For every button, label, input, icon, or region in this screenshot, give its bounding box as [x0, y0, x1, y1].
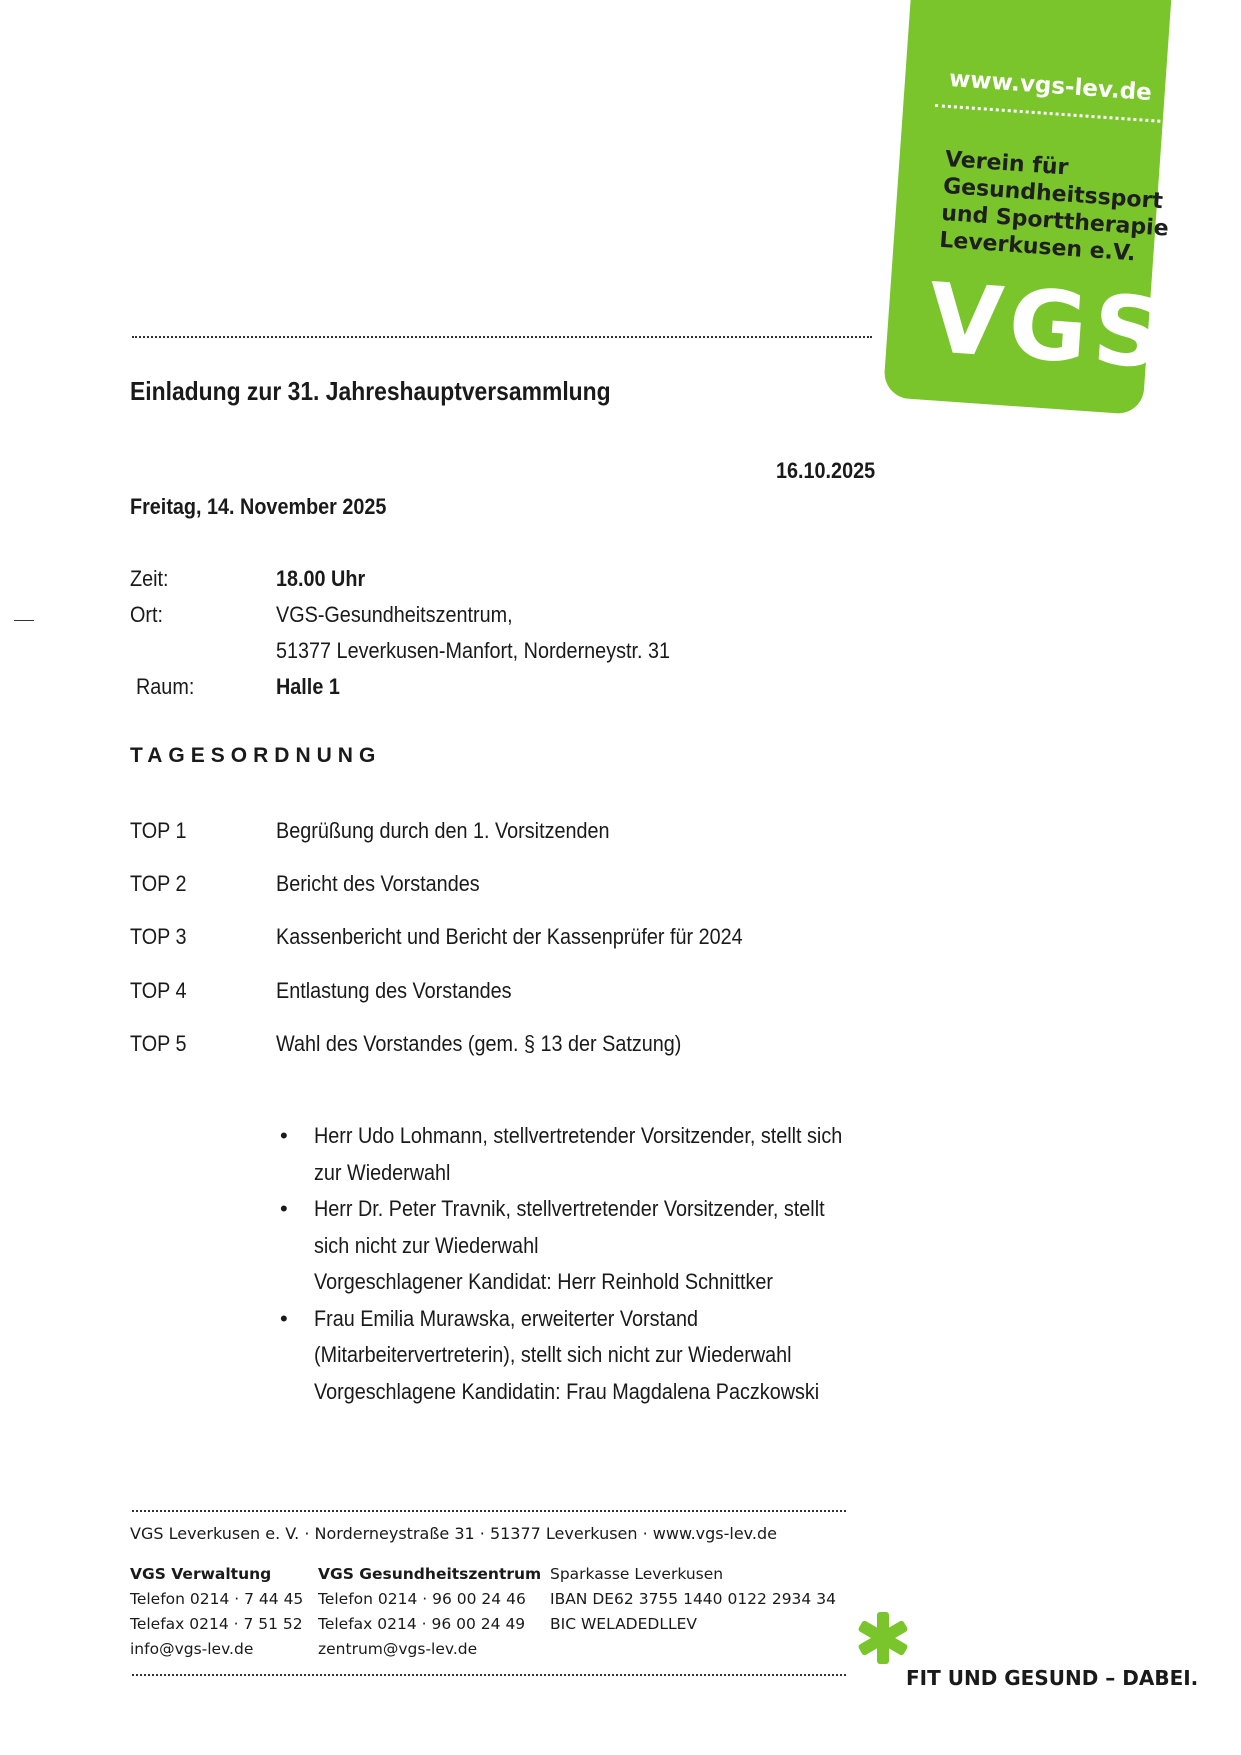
bullet-icon: • [280, 1305, 288, 1331]
footer-bank-name: Sparkasse Leverkusen [550, 1565, 724, 1583]
letter-date: 16.10.2025 [775, 458, 875, 483]
footer-col-bank [550, 1562, 836, 1637]
time-label: Zeit: [130, 566, 169, 591]
list-item [280, 1301, 880, 1411]
agenda-text: Bericht des Vorstandes [276, 871, 480, 896]
header-divider [132, 336, 872, 338]
agenda-heading: TAGESORDNUNG [130, 744, 382, 767]
footer-slogan: FIT UND GESUND – DABEI. [906, 1666, 1199, 1690]
bullet-icon: • [280, 1196, 288, 1221]
place-label: Ort: [130, 602, 164, 627]
footer-phone: Telefon 0214 · 7 44 45 [130, 1590, 304, 1608]
list-item [280, 1191, 880, 1301]
footer-fax: Telefax 0214 · 96 00 24 49 [318, 1615, 526, 1633]
footer-fax: Telefax 0214 · 7 51 52 [130, 1615, 303, 1633]
footer-col-health-center [318, 1562, 541, 1662]
footer-address: VGS Leverkusen e. V. · Norderneystraße 31 · 51377 Leverkusen · www.vgs-lev.de [130, 1524, 777, 1543]
logo-wordmark: VGS [924, 262, 1173, 391]
place-line-2: 51377 Leverkusen-Manfort, Norderneystr. 31 [276, 638, 671, 663]
asterisk-icon [856, 1610, 910, 1666]
candidate-list [280, 1118, 880, 1410]
candidate-text: Herr Dr. Peter Travnik, stellvertretender Vorsitzender, stellt sich nicht zur Wiederwahl Vorgeschlagener Kandidat: Herr Reinhold Schnittker [314, 1196, 825, 1294]
footer-col-title: VGS Gesundheitszentrum [318, 1565, 542, 1583]
candidate-text: Herr Udo Lohmann, stellvertretender Vorsitzender, stellt sich zur Wiederwahl [314, 1123, 843, 1185]
bullet-icon: • [280, 1123, 288, 1148]
footer-email[interactable]: zentrum@vgs-lev.de [318, 1640, 478, 1658]
agenda-num: TOP 3 [130, 924, 187, 949]
agenda-text: Entlastung des Vorstandes [276, 978, 512, 1003]
meeting-day: Freitag, 14. November 2025 [130, 494, 387, 519]
footer-iban: IBAN DE62 3755 1440 0122 2934 34 [550, 1590, 836, 1608]
place-line-1: VGS-Gesundheitszentrum, [276, 602, 513, 627]
list-item [280, 1118, 880, 1191]
footer-bic: BIC WELADEDLLEV [550, 1615, 698, 1633]
agenda-num: TOP 2 [130, 871, 187, 896]
agenda-text: Wahl des Vorstandes (gem. § 13 der Satzung) [276, 1031, 682, 1056]
agenda-num: TOP 4 [130, 978, 187, 1003]
agenda-num: TOP 5 [130, 1031, 187, 1056]
time-value: 18.00 Uhr [276, 566, 366, 591]
footer-divider-top [132, 1510, 846, 1512]
footer-divider-bottom [132, 1674, 846, 1676]
candidate-text: Frau Emilia Murawska, erweiterter Vorstand (Mitarbeitervertreterin), stellt sich nicht zur Wiederwahl Vorgeschlagene Kandidatin: Frau Magdalena Paczkowski [314, 1305, 820, 1404]
footer-col-title: VGS Verwaltung [130, 1565, 272, 1583]
footer-col-administration [130, 1562, 303, 1662]
fold-mark [14, 620, 34, 621]
footer-email[interactable]: info@vgs-lev.de [130, 1640, 254, 1658]
agenda-text: Kassenbericht und Bericht der Kassenprüfer für 2024 [276, 924, 743, 949]
footer-phone: Telefon 0214 · 96 00 24 46 [318, 1590, 526, 1608]
room-value: Halle 1 [276, 674, 340, 699]
logo-url[interactable]: www.vgs-lev.de [948, 66, 1153, 107]
agenda-num: TOP 1 [130, 818, 187, 843]
letter-title: Einladung zur 31. Jahreshauptversammlung [130, 376, 611, 406]
agenda-text: Begrüßung durch den 1. Vorsitzenden [276, 818, 610, 843]
room-label: Raum: [136, 674, 195, 699]
logo-tagline: Verein für Gesundheitssport und Sporttherapie Leverkusen e.V. [938, 146, 1170, 267]
